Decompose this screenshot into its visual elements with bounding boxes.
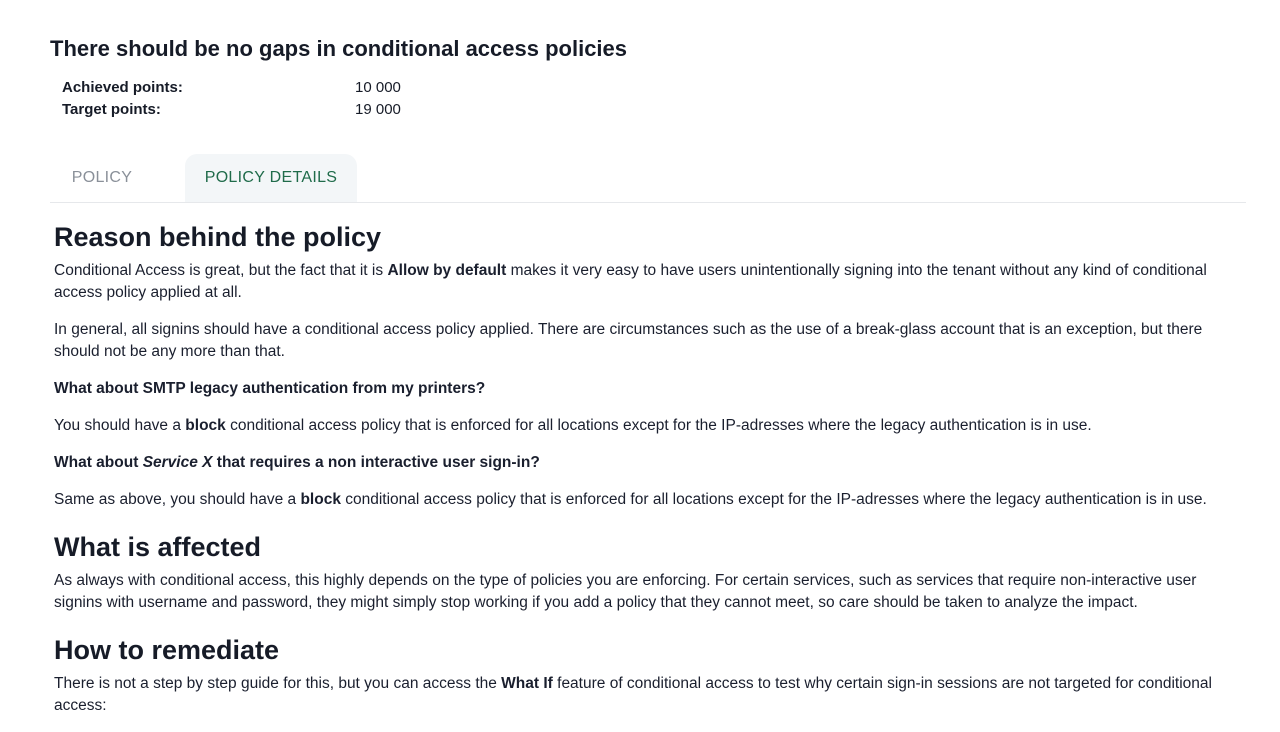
achieved-points-value: 10 000 — [355, 79, 401, 96]
smtp-question: What about SMTP legacy authentication from my printers? — [54, 380, 486, 397]
smtp-answer-text-b: conditional access policy that is enforced for all locations except for the IP-adresses where the legacy authentication is in use. — [225, 417, 1092, 434]
remediate-heading: How to remediate — [54, 635, 280, 665]
service-x-name: Service X — [142, 454, 213, 471]
remediate-paragraph — [54, 673, 1246, 717]
achieved-points-row — [62, 77, 401, 99]
target-points-value: 19 000 — [355, 101, 401, 118]
smtp-answer-block-text: block — [185, 417, 226, 434]
target-points-row — [62, 99, 401, 121]
service-x-answer-text-a: Same as above, you should have a — [54, 491, 301, 508]
tab-bar — [50, 154, 1246, 203]
tab-policy-details[interactable]: POLICY DETAILS — [185, 154, 357, 202]
what-if-text: What If — [501, 675, 553, 692]
target-points-label: Target points: — [62, 101, 161, 118]
remediate-text-a: There is not a step by step guide for this, but you can access the — [54, 675, 502, 692]
achieved-points-label: Achieved points: — [62, 79, 183, 96]
service-x-question-text-b: that requires a non interactive user sign-in? — [212, 454, 540, 471]
policy-details-content — [54, 216, 1246, 732]
points-summary — [62, 77, 401, 121]
remediate-text-b: feature of conditional access to test why certain sign-in sessions are not targeted for conditional access: — [54, 675, 1212, 714]
reason-paragraph-1 — [54, 260, 1246, 304]
service-x-question-text-a: What about — [54, 454, 143, 471]
service-x-answer — [54, 489, 1246, 511]
tab-policy[interactable]: POLICY — [71, 169, 133, 186]
reason-heading: Reason behind the policy — [54, 222, 382, 252]
reason-p1-text-a: Conditional Access is great, but the fact that it is — [54, 262, 388, 279]
smtp-answer-text-a: You should have a — [54, 417, 186, 434]
reason-p1-text-b: makes it very easy to have users unintentionally signing into the tenant without any kind of conditional access policy applied at all. — [54, 262, 1207, 301]
allow-by-default-text: Allow by default — [387, 262, 507, 279]
service-x-answer-text-b: conditional access policy that is enforced for all locations except for the IP-adresses where the legacy authentication is in use. — [340, 491, 1207, 508]
service-x-question — [54, 452, 1246, 474]
affected-paragraph: As always with conditional access, this highly depends on the type of policies you are enforcing. For certain services, such as services that require non-interactive user signins with username and password, they might simply stop working if you add a policy that they cannot meet, so care should be taken to analyze the impact. — [54, 572, 1197, 611]
reason-paragraph-2: In general, all signins should have a conditional access policy applied. There are circumstances such as the use of a break-glass account that is an exception, but there should not be any more than that. — [54, 321, 1203, 360]
page-title: There should be no gaps in conditional access policies — [50, 36, 628, 61]
smtp-answer — [54, 415, 1246, 437]
affected-heading: What is affected — [54, 532, 262, 562]
service-x-answer-block-text: block — [300, 491, 341, 508]
